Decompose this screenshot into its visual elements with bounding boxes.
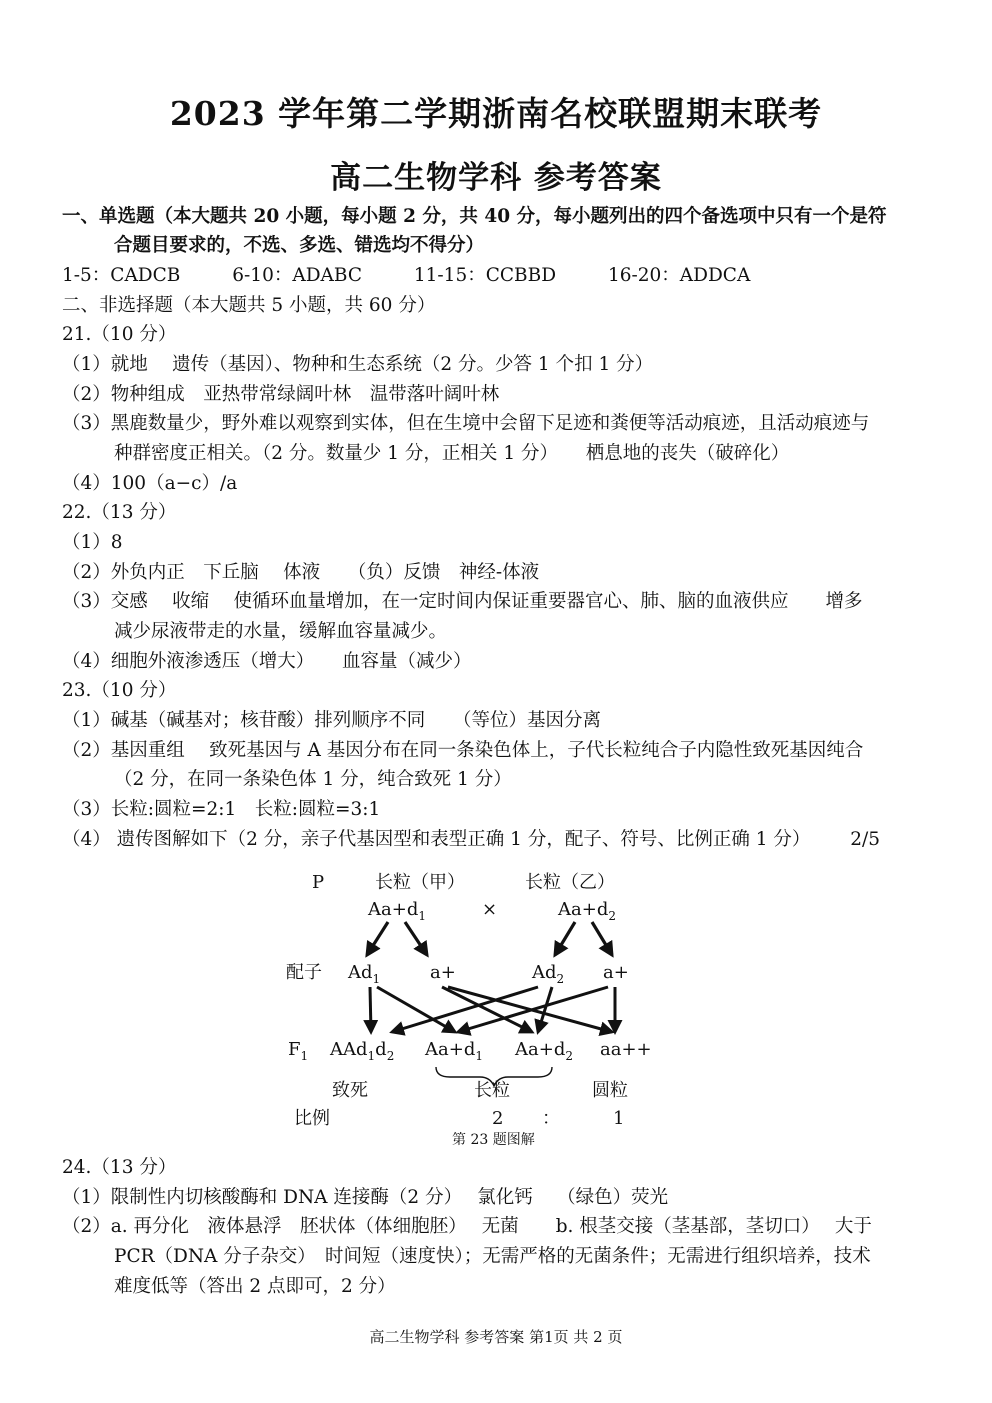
section1-heading: 一、单选题（本大题共 20 小题，每小题 2 分，共 40 分，每小题列出的四个备选项中只有一个是符	[62, 206, 887, 227]
offspring-3: $Aa+d_2$	[515, 1039, 573, 1063]
cross-symbol: ×	[482, 899, 498, 920]
p-label: P	[312, 872, 325, 893]
ratio-label: 比例	[294, 1108, 330, 1129]
diagram-caption: 第 23 题图解	[452, 1132, 535, 1148]
q23-answer-2: （2）基因重组 致死基因与 A 基因分布在同一条染色体上，子代长粒纯合子内隐性致死基因纯合	[62, 740, 864, 761]
q24-answer-2: （2）a. 再分化 液体悬浮 胚状体（体细胞胚） 无菌 b. 根茎交接（茎基部，茎切口） 大于	[62, 1216, 872, 1237]
mc-answer-6-10: 6-10：ADABC	[232, 265, 362, 286]
arrow-p1-to-g1	[367, 922, 388, 955]
arrow-g1-to-o1	[370, 987, 371, 1032]
offspring-4: aa++	[600, 1039, 652, 1060]
phenotype-lethal: 致死	[332, 1080, 368, 1101]
ratio-round: 1	[613, 1108, 625, 1129]
ratio-long: 2	[492, 1108, 504, 1129]
gamete-2: a+	[430, 962, 456, 983]
arrow-p1-to-g2	[405, 922, 427, 955]
gamete-label: 配子	[286, 962, 322, 983]
parent1-genotype: $Aa+d_1$	[368, 899, 426, 923]
parent2-name: 长粒（乙）	[525, 872, 615, 893]
q21-answer-3-cont: 种群密度正相关。（2 分。数量少 1 分，正相关 1 分） 栖息地的丧失（破碎化）	[114, 443, 790, 464]
q22-heading: 22.（13 分）	[62, 502, 177, 523]
q22-answer-3-cont: 减少尿液带走的水量，缓解血容量减少。	[114, 621, 448, 642]
q24-answer-1: （1）限制性内切核酸酶和 DNA 连接酶（2 分） 氯化钙 （绿色）荧光	[62, 1187, 669, 1208]
page-title: 2023 学年第二学期浙南名校联盟期末联考	[169, 94, 823, 133]
q22-answer-2: （2）外负内正 下丘脑 体液 （负）反馈 神经-体液	[62, 562, 540, 583]
q24-answer-2-cont2: 难度低等（答出 2 点即可，2 分）	[114, 1276, 396, 1297]
q21-answer-1: （1）就地 遗传（基因）、物种和生态系统（2 分。少答 1 个扣 1 分）	[62, 354, 654, 375]
q23-answer-1: （1）碱基（碱基对；核苷酸）排列顺序不同 （等位）基因分离	[62, 710, 602, 731]
genetic-cross-diagram	[270, 862, 690, 1152]
mc-answer-11-15: 11-15：CCBBD	[413, 265, 557, 286]
q22-answer-1: （1）8	[62, 532, 123, 553]
parent1-name: 长粒（甲）	[375, 872, 465, 893]
offspring-2: $Aa+d_1$	[425, 1039, 483, 1063]
gamete-4: a+	[603, 962, 629, 983]
q24-heading: 24.（13 分）	[62, 1157, 177, 1178]
q23-answer-2-cont: （2 分，在同一条染色体 1 分，纯合致死 1 分）	[114, 769, 512, 790]
q23-answer-4-text: （4） 遗传图解如下（2 分，亲子代基因型和表型正确 1 分，配子、符号、比例正确 1 分）	[62, 829, 811, 850]
q23-answer-4	[62, 825, 942, 855]
section1-heading-cont: 合题目要求的，不选、多选、错选均不得分）	[114, 235, 485, 256]
q21-answer-3: （3）黑鹿数量少，野外难以观察到实体，但在生境中会留下足迹和粪便等活动痕迹，且活动痕迹与	[62, 413, 870, 434]
page-footer: 高二生物学科 参考答案 第1页 共 2 页	[369, 1328, 623, 1346]
parent2-genotype: $Aa+d_2$	[558, 899, 616, 923]
q24-answer-2-cont: PCR（DNA 分子杂交） 时间短（速度快）；无需严格的无菌条件；无需进行组织培养，技术	[114, 1246, 871, 1267]
gamete-1: $Ad_1$	[348, 962, 381, 986]
page-subtitle: 高二生物学科 参考答案	[330, 160, 662, 196]
q22-answer-4: （4）细胞外液渗透压（增大） 血容量（减少）	[62, 651, 472, 672]
arrow-p2-to-g4	[592, 922, 612, 955]
phenotype-long: 长粒	[474, 1080, 510, 1101]
mc-answers	[62, 261, 942, 291]
mc-answer-16-20: 16-20：ADDCA	[607, 265, 751, 286]
section2-heading: 二、非选择题（本大题共 5 小题，共 60 分）	[62, 295, 436, 316]
arrow-p2-to-g3	[555, 922, 575, 955]
q23-answer-4-right: 2/5	[850, 829, 880, 850]
q21-heading: 21.（10 分）	[62, 324, 177, 345]
f1-label: $F_1$	[288, 1039, 309, 1063]
arrow-g3-to-o3	[538, 987, 552, 1032]
gamete-3: $Ad_2$	[532, 962, 565, 986]
q21-answer-2: （2）物种组成 亚热带常绿阔叶林 温带落叶阔叶林	[62, 384, 500, 405]
q23-heading: 23.（10 分）	[62, 680, 177, 701]
q23-answer-3: （3）长粒:圆粒=2:1 长粒:圆粒=3:1	[62, 799, 381, 820]
offspring-1: $AAd_1d_2$	[330, 1039, 395, 1063]
q22-answer-3: （3）交感 收缩 使循环血量增加，在一定时间内保证重要器官心、肺、脑的血液供应 增多	[62, 591, 863, 612]
mc-answer-1-5: 1-5：CADCB	[62, 265, 181, 286]
ratio-colon: ：	[542, 1108, 560, 1129]
q21-answer-4: （4）100（a−c）/a	[62, 473, 238, 494]
phenotype-round: 圆粒	[592, 1080, 628, 1101]
